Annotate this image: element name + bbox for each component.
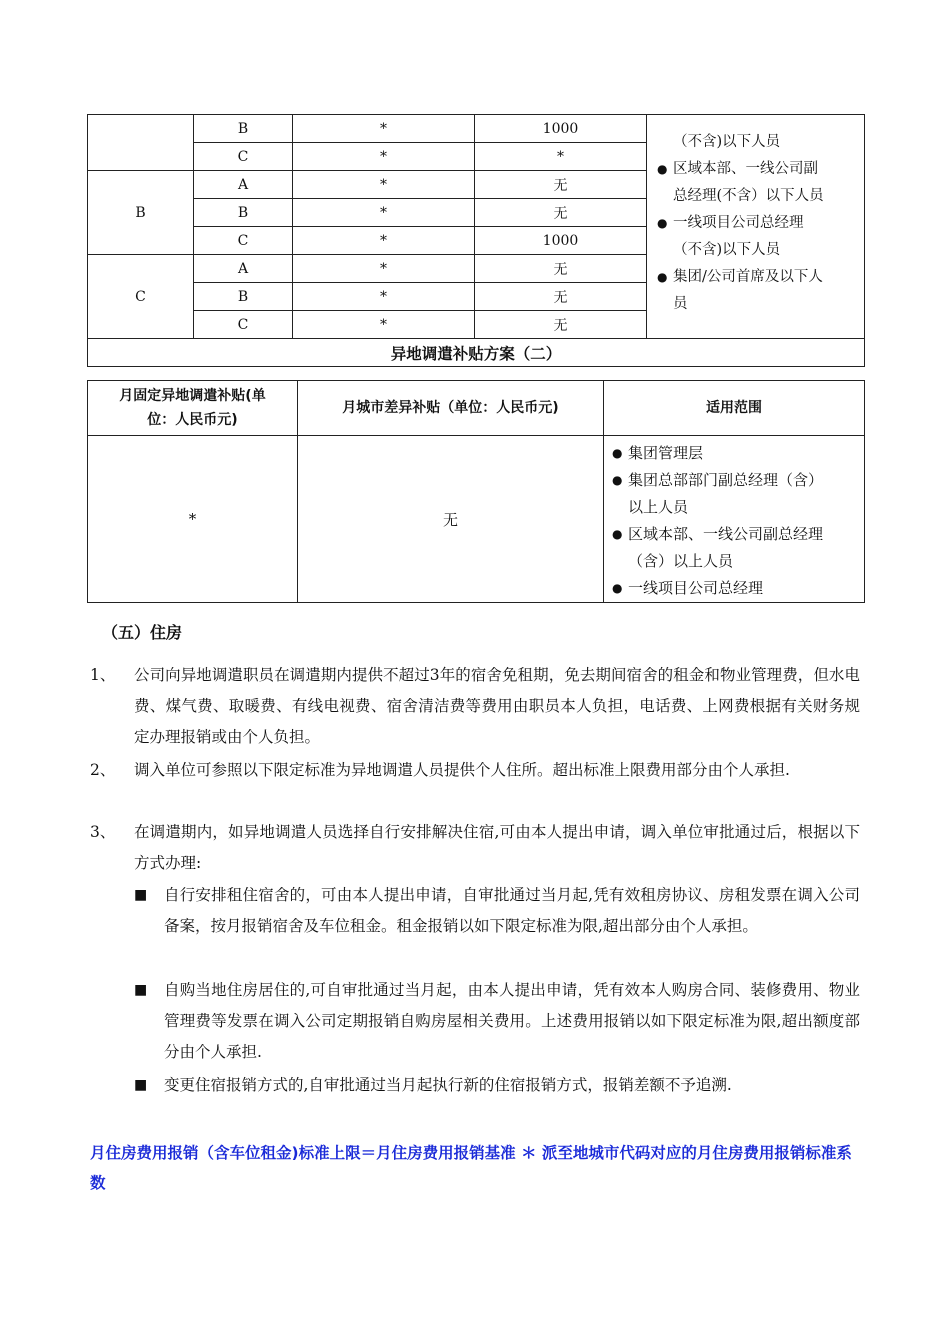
item-number: 1、 [90, 666, 116, 684]
table-row [88, 339, 865, 367]
header-fixed-subsidy [88, 381, 298, 436]
fixed-cell: * [293, 199, 475, 227]
housing-formula: 月住房费用报销（含车位租金)标准上限＝月住房费用报销基准 ＊ 派至地城市代码对应的月住房费用报销标准系数 [90, 1144, 852, 1192]
square-bullet-icon: ■ [134, 887, 148, 903]
scope-text: 集团/公司首席及以下人 [673, 269, 823, 285]
plan2-title: 异地调遣补贴方案（二） [88, 339, 865, 367]
group-cell-c: C [88, 255, 194, 339]
fixed-cell: * [293, 115, 475, 143]
fixed-subsidy-value: * [88, 436, 298, 603]
fixed-cell: * [293, 143, 475, 171]
item-text: 自行安排租住宿舍的，可由本人提出申请，自审批通过当月起,凭有效租房协议、房租发票在调入公司备案，按月报销宿舍及车位租金。租金报销以如下限定标准为限,超出部分由个人承担。 [164, 886, 860, 935]
diff-cell: 无 [475, 311, 647, 339]
diff-cell: 1000 [475, 227, 647, 255]
header-scope: 适用范围 [604, 381, 865, 436]
bullet-icon: ● [657, 216, 668, 230]
sub-grade-cell: A [194, 171, 293, 199]
bullet-icon: ● [657, 162, 668, 176]
fixed-cell: * [293, 283, 475, 311]
item-text: 调入单位可参照以下限定标准为异地调遣人员提供个人住所。超出标准上限费用部分由个人承担. [134, 761, 790, 779]
scope-text: 以上人员 [628, 498, 689, 516]
bullet-icon: ● [612, 581, 623, 595]
item-text: 变更住宿报销方式的,自审批通过当月起执行新的住宿报销方式，报销差额不予追溯. [164, 1076, 732, 1094]
scope-text: 区域本部、一线公司副 [673, 161, 818, 177]
sub-grade-cell: B [194, 115, 293, 143]
header-text: 位：人民币元) [147, 412, 238, 428]
item-text: 在调遣期内，如异地调遣人员选择自行安排解决住宿,可由本人提出申请，调入单位审批通过后，根据以下方式办理: [134, 823, 860, 872]
table-header-row [88, 381, 865, 436]
square-bullet-icon: ■ [134, 1077, 148, 1093]
bullet-icon: ● [657, 270, 668, 284]
fixed-cell: * [293, 311, 475, 339]
scope-text: 集团管理层 [628, 444, 704, 462]
list-item [612, 440, 860, 467]
scope-cell [647, 115, 865, 339]
list-item [90, 755, 860, 786]
diff-cell: 无 [475, 283, 647, 311]
sub-grade-cell: B [194, 283, 293, 311]
city-diff-value: 无 [298, 436, 604, 603]
sub-grade-cell: C [194, 311, 293, 339]
scope-text: 总经理(不含）以下人员 [673, 188, 824, 204]
group-cell-a [88, 115, 194, 171]
list-item [90, 817, 860, 879]
sub-grade-cell: A [194, 255, 293, 283]
fixed-cell: * [293, 255, 475, 283]
list-item [657, 156, 858, 183]
item-number: 3、 [90, 823, 116, 841]
scope-lead: （不含)以下人员 [673, 134, 781, 150]
scope-text: 员 [673, 296, 688, 312]
item-text: 公司向异地调遣职员在调遣期内提供不超过3年的宿舍免租期，免去期间宿舍的租金和物业管理费，但水电费、煤气费、取暖费、有线电视费、宿舍清洁费等费用由职员本人负担，电话费、上网费根据有关财务规定办理报销或由个人负担。 [134, 666, 860, 746]
header-text: 月固定异地调遣补贴(单 [119, 388, 266, 404]
list-item [657, 210, 858, 237]
list-item [134, 975, 860, 1068]
scope-text: 集团总部部门副总经理（含） [628, 471, 824, 489]
diff-cell: 1000 [475, 115, 647, 143]
item-number: 2、 [90, 761, 116, 779]
bullet-icon: ● [612, 473, 623, 487]
item-text: 自购当地住房居住的,可自审批通过当月起，由本人提出申请，凭有效本人购房合同、装修费用、物业管理费等发票在调入公司定期报销自购房屋相关费用。上述费用报销以如下限定标准为限,超出额度部分由个人承担. [164, 981, 860, 1061]
scope-text: 区域本部、一线公司副总经理 [628, 525, 824, 543]
square-bullet-icon: ■ [134, 982, 148, 998]
header-city-diff: 月城市差异补贴（单位：人民币元) [298, 381, 604, 436]
scope-text: （不含)以下人员 [673, 242, 781, 258]
list-item [612, 467, 860, 494]
list-item [612, 521, 860, 548]
list-item [657, 264, 858, 291]
diff-cell: 无 [475, 255, 647, 283]
diff-cell: 无 [475, 199, 647, 227]
scope-text: 一线项目公司总经理 [628, 579, 764, 597]
table-row [88, 436, 865, 603]
bullet-icon: ● [612, 527, 623, 541]
list-item [90, 660, 860, 753]
scope-text: （含）以上人员 [628, 552, 734, 570]
diff-cell: * [475, 143, 647, 171]
subsidy-table-2 [87, 380, 865, 603]
scope-cell [604, 436, 865, 603]
sub-grade-cell: B [194, 199, 293, 227]
subsidy-table-1 [87, 114, 865, 367]
bullet-icon: ● [612, 446, 623, 460]
fixed-cell: * [293, 227, 475, 255]
list-item [134, 1070, 860, 1101]
diff-cell: 无 [475, 171, 647, 199]
sub-grade-cell: C [194, 227, 293, 255]
list-item [612, 575, 860, 602]
sub-grade-cell: C [194, 143, 293, 171]
scope-text: 一线项目公司总经理 [673, 215, 804, 231]
section-title: （五）住房 [102, 623, 183, 642]
list-item [134, 880, 860, 942]
group-cell-b: B [88, 171, 194, 255]
table-row [88, 115, 865, 143]
fixed-cell: * [293, 171, 475, 199]
